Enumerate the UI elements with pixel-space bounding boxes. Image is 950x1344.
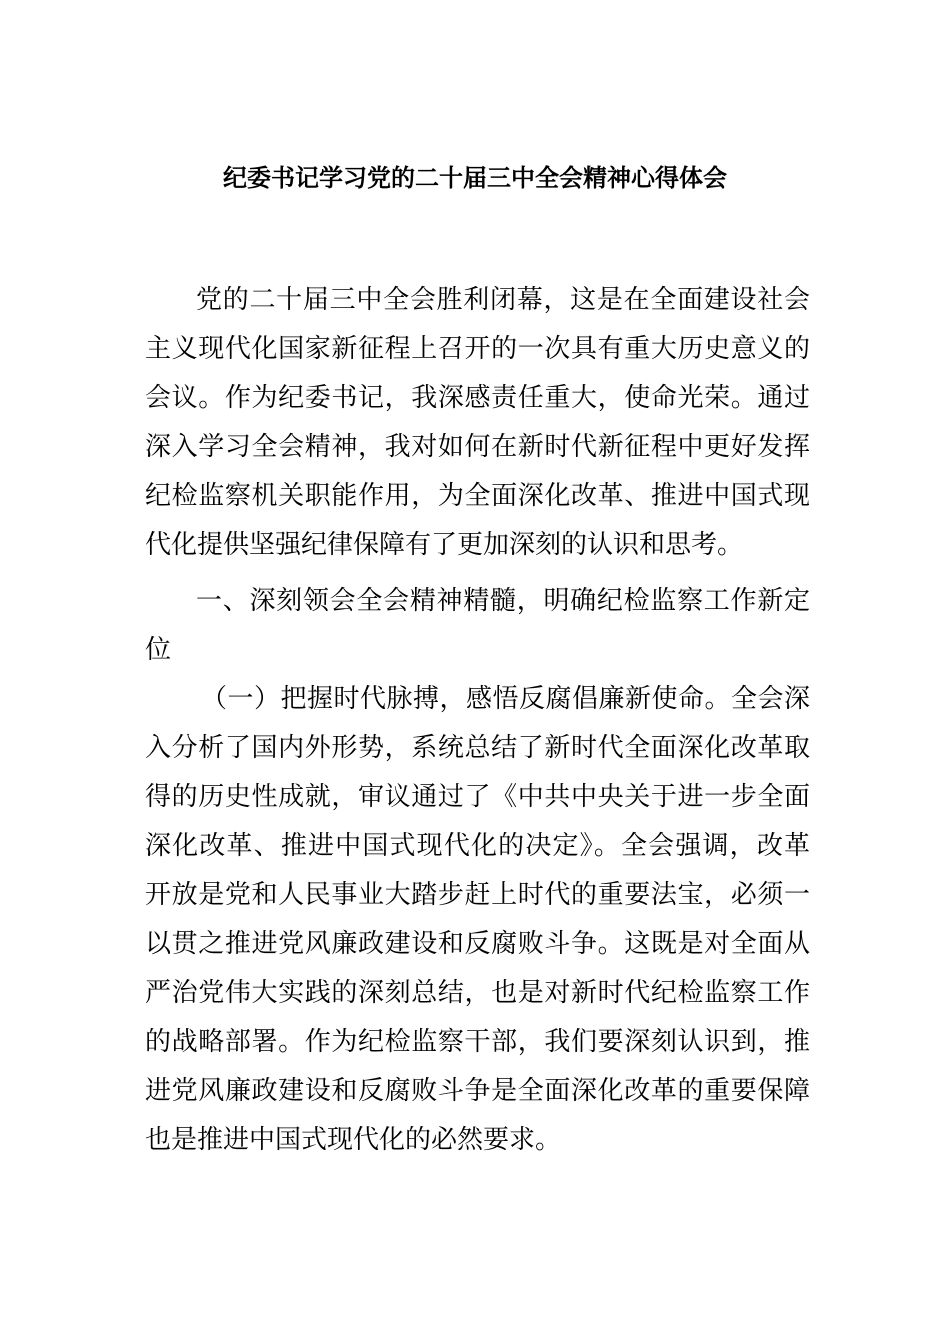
paragraph-2-line-5: 开放是党和人民事业大踏步赶上时代的重要法宝，必须一 — [145, 880, 810, 910]
paragraph-1-line-5: 纪检监察机关职能作用，为全面深化改革、推进中国式现 — [145, 481, 810, 511]
paragraph-1-line-3: 会议。作为纪委书记，我深感责任重大，使命光荣。通过 — [145, 383, 810, 413]
paragraph-2-line-8: 的战略部署。作为纪检监察干部，我们要深刻认识到，推 — [145, 1027, 810, 1057]
paragraph-1-line-6: 代化提供坚强纪律保障有了更加深刻的认识和思考。 — [145, 530, 744, 560]
paragraph-2-line-4: 深化改革、推进中国式现代化的决定》。全会强调，改革 — [145, 831, 810, 861]
paragraph-2-line-1: （一）把握时代脉搏，感悟反腐倡廉新使命。全会深 — [201, 684, 810, 714]
paragraph-2-line-2: 入分析了国内外形势，系统总结了新时代全面深化改革取 — [145, 733, 810, 763]
paragraph-2-line-9: 进党风廉政建设和反腐败斗争是全面深化改革的重要保障 — [145, 1076, 810, 1106]
document-title: 纪委书记学习党的二十届三中全会精神心得体会 — [223, 164, 727, 192]
paragraph-2-line-3: 得的历史性成就，审议通过了《中共中央关于进一步全面 — [145, 782, 810, 812]
paragraph-2-line-6: 以贯之推进党风廉政建设和反腐败斗争。这既是对全面从 — [145, 929, 810, 959]
paragraph-2-line-10: 也是推进中国式现代化的必然要求。 — [145, 1125, 562, 1155]
paragraph-2-line-7: 严治党伟大实践的深刻总结，也是对新时代纪检监察工作 — [145, 978, 810, 1008]
paragraph-1-line-2: 主义现代化国家新征程上召开的一次具有重大历史意义的 — [145, 334, 810, 364]
section-heading-1-line-1: 一、深刻领会全会精神精髓，明确纪检监察工作新定 — [196, 586, 810, 616]
section-heading-1-line-2: 位 — [145, 635, 172, 665]
paragraph-1-line-1: 党的二十届三中全会胜利闭幕，这是在全面建设社会 — [196, 285, 810, 315]
paragraph-1-line-4: 深入学习全会精神，我对如何在新时代新征程中更好发挥 — [145, 432, 810, 462]
